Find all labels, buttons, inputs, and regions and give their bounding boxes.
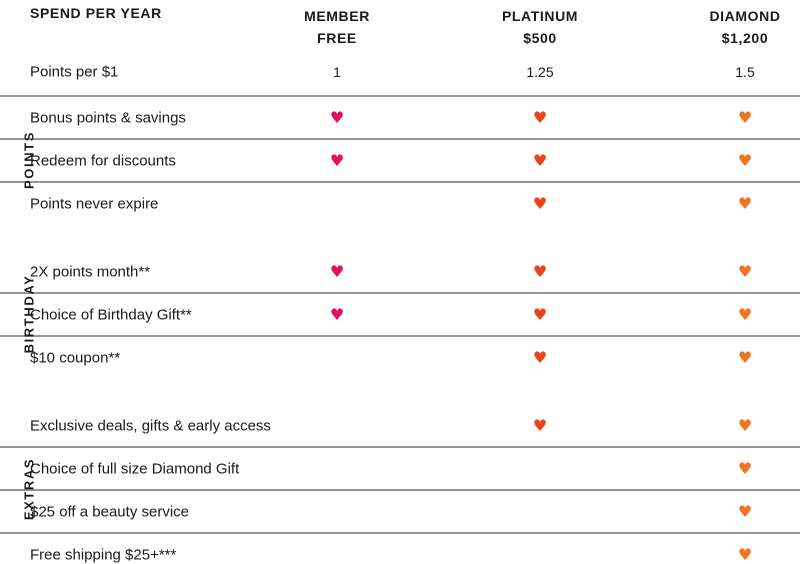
points-per-dollar-row — [0, 48, 800, 97]
tier-name: DIAMOND — [709, 8, 781, 24]
benefit-row — [0, 448, 800, 491]
platinum-heart-icon: ♥ — [532, 348, 548, 367]
platinum-heart-icon: ♥ — [532, 194, 548, 213]
benefit-row — [0, 294, 800, 337]
benefit-row — [0, 183, 800, 225]
table-header — [0, 0, 800, 48]
section-gap — [0, 379, 800, 405]
benefit-row — [0, 405, 800, 448]
diamond-heart-icon: ♥ — [737, 415, 753, 435]
section-gap — [0, 225, 800, 251]
tier-header-platinum — [502, 5, 578, 49]
member-heart-icon: ♥ — [329, 261, 345, 281]
diamond-heart-icon: ♥ — [737, 150, 753, 170]
tier-name: MEMBER — [304, 8, 370, 24]
member-heart-icon: ♥ — [329, 107, 345, 127]
row-label: Choice of Birthday Gift** — [30, 306, 192, 323]
member-heart-icon: ♥ — [329, 304, 345, 324]
diamond-points-value: 1.5 — [735, 63, 755, 80]
platinum-heart-icon: ♥ — [532, 415, 548, 435]
row-label: Points never expire — [30, 195, 159, 213]
tier-spend: $1,200 — [721, 30, 769, 46]
row-label: 2X points month** — [30, 263, 151, 280]
section-label-birthday: BIRTHDAY — [21, 274, 37, 354]
benefit-row — [0, 97, 800, 140]
spend-per-year-label: SPEND PER YEAR — [30, 5, 162, 21]
platinum-points-value: 1.25 — [526, 63, 554, 80]
benefit-row — [0, 140, 800, 183]
tier-header-diamond — [709, 5, 780, 49]
tier-name: PLATINUM — [501, 8, 579, 24]
row-label: $10 coupon** — [30, 349, 121, 367]
row-label: Free shipping $25+*** — [30, 546, 177, 564]
platinum-heart-icon: ♥ — [532, 150, 548, 170]
member-points-value: 1 — [333, 63, 341, 80]
row-label: Choice of full size Diamond Gift — [30, 460, 240, 477]
diamond-heart-icon: ♥ — [737, 194, 753, 213]
row-label: $25 off a beauty service — [30, 503, 189, 520]
diamond-heart-icon: ♥ — [737, 107, 753, 127]
row-label: Bonus points & savings — [30, 109, 186, 126]
row-label: Exclusive deals, gifts & early access — [30, 417, 271, 434]
benefit-row — [0, 534, 800, 564]
diamond-heart-icon: ♥ — [737, 348, 753, 367]
tier-spend: FREE — [317, 30, 357, 46]
diamond-heart-icon: ♥ — [737, 261, 753, 281]
benefit-row — [0, 337, 800, 379]
platinum-heart-icon: ♥ — [532, 261, 548, 281]
row-label: Points per $1 — [30, 63, 119, 80]
platinum-heart-icon: ♥ — [532, 304, 548, 324]
platinum-heart-icon: ♥ — [532, 107, 548, 127]
diamond-heart-icon: ♥ — [737, 501, 753, 521]
tier-header-member — [304, 5, 370, 49]
row-label: Redeem for discounts — [30, 152, 176, 169]
section-label-extras: EXTRAS — [21, 457, 37, 521]
section-label-points: POINTS — [21, 131, 37, 189]
diamond-heart-icon: ♥ — [737, 458, 753, 478]
benefit-row — [0, 491, 800, 534]
benefit-row — [0, 251, 800, 294]
diamond-heart-icon: ♥ — [737, 545, 753, 564]
member-heart-icon: ♥ — [329, 150, 345, 170]
tier-spend: $500 — [523, 30, 557, 46]
diamond-heart-icon: ♥ — [737, 304, 753, 324]
